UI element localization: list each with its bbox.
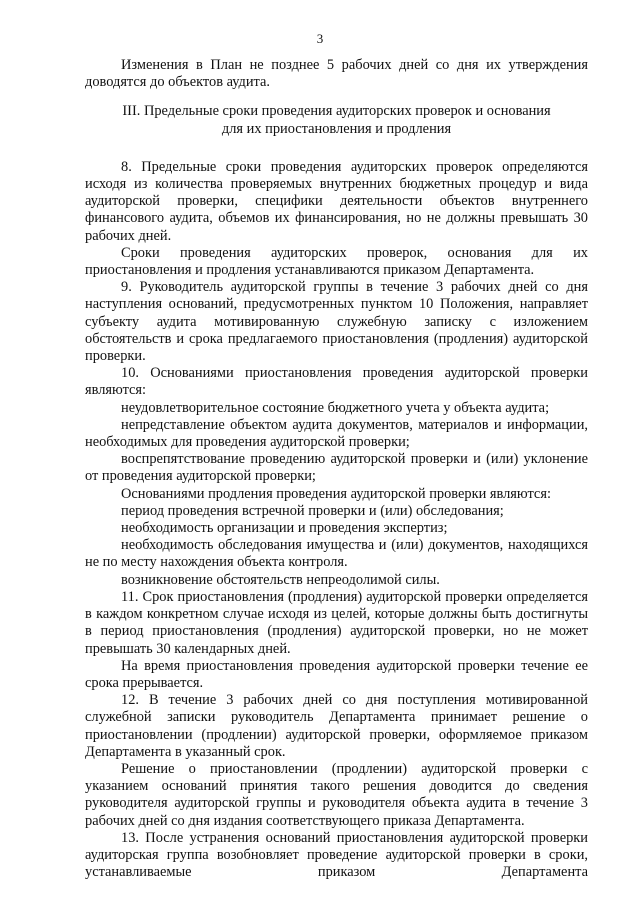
paragraph-13: 13. После устранения оснований приостановления аудиторской проверки аудиторская группа возобновляет проведение аудиторской проверки в сроки, устанавливаемые приказом Департамента — [85, 829, 588, 881]
list-item: воспрепятствование проведению аудиторской проверки и (или) уклонение от проведения аудиторской проверки; — [85, 451, 588, 485]
paragraph-12: 12. В течение 3 рабочих дней со дня поступления мотивированной служебной записки руководитель Департамента принимает решение о приостановлении (продлении) аудиторской проверки, оформляемое приказом Департамента в указанный срок. — [85, 692, 588, 760]
paragraph-11: 11. Срок приостановления (продления) аудиторской проверки определяется в каждом конкретном случае исходя из целей, которые должны быть достигнуты в период приостановления (продления) аудиторской проверки, но не может превышать 30 календарных дней. — [85, 588, 588, 657]
list-item: неудовлетворительное состояние бюджетного учета у объекта аудита; — [121, 399, 550, 416]
page-number: 3 — [316, 31, 324, 46]
list-item: непредставление объектом аудита документов, материалов и информации, необходимых для проведения аудиторской проверки; — [85, 416, 588, 451]
list-item: необходимость обследования имущества и (или) документов, находящихся не по месту нахождения объекта контроля. — [85, 537, 588, 571]
spacer — [85, 91, 588, 103]
section-heading-line1: III. Предельные сроки проведения аудиторских проверок и основания — [122, 103, 551, 120]
paragraph-12-sub: Решение о приостановлении (продлении) аудиторской проверки с указанием оснований принятия такого решения доводится до сведения руководителя аудиторской группы и руководителя объекта аудита в течение 3 рабочих дней со дня издания соответствующего приказа Департамента. — [85, 760, 588, 829]
paragraph-11-sub: На время приостановления проведения аудиторской проверки течение ее срока прерывается. — [85, 657, 588, 691]
paragraph-9: 9. Руководитель аудиторской группы в течение 3 рабочих дней со дня наступления оснований, предусмотренных пунктом 10 Положения, направляет субъекту аудита мотивированную служебную записку с изложением обстоятельств и срока предлагаемого приостановления (продления) аудиторской проверки. — [85, 279, 588, 365]
spacer — [85, 138, 588, 159]
paragraph-8: 8. Предельные сроки проведения аудиторских проверок определяются исходя из количества проверяемых внутренних бюджетных процедур и вида аудиторской проверки, специфики деятельности объектов внутреннего финансового аудита, объемов их финансирования, но не должны превышать 30 рабочих дней. — [85, 158, 588, 244]
section-heading-line2: для их приостановления и продления — [221, 120, 452, 137]
paragraph-8-sub: Сроки проведения аудиторских проверок, основания для их приостановления и продления устанавливаются приказом Департамента. — [85, 244, 588, 279]
list-item: период проведения встречной проверки и (или) обследования; — [121, 502, 504, 519]
list-item: возникновение обстоятельств непреодолимой силы. — [121, 571, 440, 588]
document-body — [85, 57, 588, 881]
paragraph-10-extension: Основаниями продления проведения аудиторской проверки являются: — [121, 485, 551, 502]
list-item: необходимость организации и проведения экспертиз; — [121, 520, 448, 537]
paragraph-10: 10. Основаниями приостановления проведения аудиторской проверки являются: — [85, 365, 588, 399]
intro-paragraph: Изменения в План не позднее 5 рабочих дней со дня их утверждения доводятся до объектов аудита. — [85, 57, 588, 91]
